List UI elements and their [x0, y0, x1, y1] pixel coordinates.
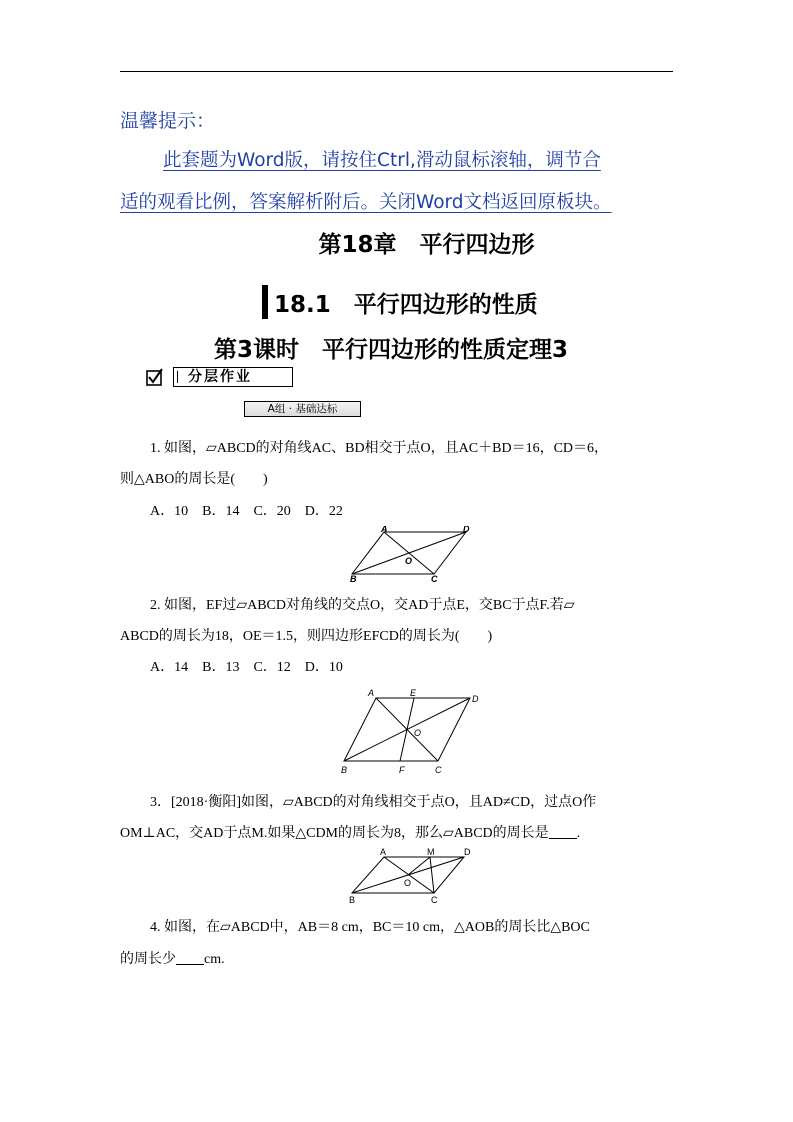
q2-label-o: O	[414, 728, 422, 738]
q4-line2-end: cm.	[204, 952, 225, 967]
q4-answer-blank[interactable]	[176, 952, 204, 965]
q1-diagonal-bd	[352, 532, 466, 574]
q3-label-m: M	[427, 847, 435, 857]
q3-line2	[120, 822, 580, 842]
q2-label-c: C	[435, 765, 442, 775]
q1-diagram	[346, 526, 476, 584]
checkbox-icon	[146, 367, 164, 387]
tip-text-2[interactable]: 适的观看比例，答案解析附后。关闭Word文档返回原板块。	[120, 192, 612, 213]
q2-label-d: D	[472, 694, 479, 704]
q2-label-f: F	[399, 765, 405, 775]
q1-label-b: B	[350, 574, 357, 584]
tip-line-2[interactable]	[120, 188, 612, 214]
section-title-text: 18.1 平行四边形的性质	[274, 292, 538, 318]
q3-label-o: O	[404, 878, 412, 888]
q3-line2-end: .	[576, 826, 581, 841]
q1-options: A．10 B．14 C．20 D．22	[150, 504, 343, 519]
q2-label-a: A	[368, 688, 375, 698]
q3-diagram	[346, 845, 476, 907]
homework-label	[173, 367, 293, 387]
tip-text-1[interactable]: 此套题为Word版，请按住Ctrl,滑动鼠标滚轴，调节合	[163, 150, 601, 171]
q3-label-b: B	[349, 895, 356, 905]
q3-answer-blank[interactable]	[549, 826, 577, 839]
q4-line2	[120, 948, 225, 968]
q3-label-d: D	[464, 847, 471, 857]
q1-label-c: C	[431, 574, 438, 584]
q3-line2-text: OM⊥AC，交AD于点M.如果△CDM的周长为8，那么▱ABCD的周长是	[120, 826, 549, 841]
q1-label-o: O	[405, 556, 413, 566]
q3-label-a: A	[380, 847, 387, 857]
header-rule	[120, 71, 673, 72]
q2-line2: ABCD的周长为18，OE＝1.5，则四边形EFCD的周长为( )	[120, 629, 493, 644]
q4-line1: 4. 如图，在▱ABCD中，AB＝8 cm，BC＝10 cm，△AOB的周长比△BOC	[150, 920, 590, 935]
q2-label-e: E	[410, 688, 417, 698]
q2-segment-ef	[400, 698, 414, 761]
lesson-title: 第3课时 平行四边形的性质定理3	[214, 337, 569, 363]
group-label: A组 · 基础达标	[244, 401, 361, 417]
homework-label-text: 分层作业	[188, 369, 252, 385]
q2-diagram	[338, 686, 488, 778]
q1-line1: 1. 如图，▱ABCD的对角线AC、BD相交于点O，且AC＋BD＝16，CD＝6，	[150, 441, 609, 456]
q1-label-a: A	[381, 526, 388, 534]
q3-segment-om	[408, 857, 430, 875]
tip-label: 温馨提示：	[120, 110, 216, 132]
q2-options: A．14 B．13 C．12 D．10	[150, 660, 343, 675]
q3-line1: 3．[2018·衡阳]如图，▱ABCD的对角线相交于点O，且AD≠CD，过点O作	[150, 795, 597, 810]
q1-label-d: D	[463, 526, 470, 534]
q4-line2-text: 的周长少	[120, 952, 176, 967]
q1-line2: 则△ABO的周长是( )	[120, 472, 268, 487]
homework-tick	[177, 371, 178, 383]
q3-segment-mc	[430, 857, 434, 893]
q3-label-c: C	[431, 895, 438, 905]
tip-line-1[interactable]	[163, 146, 601, 172]
chapter-title: 第18章 平行四边形	[318, 232, 535, 258]
section-bar	[262, 285, 268, 319]
q2-label-b: B	[341, 765, 348, 775]
section-title	[262, 285, 538, 319]
q2-line1: 2. 如图，EF过▱ABCD对角线的交点O，交AD于点E，交BC于点F.若▱	[150, 598, 575, 613]
